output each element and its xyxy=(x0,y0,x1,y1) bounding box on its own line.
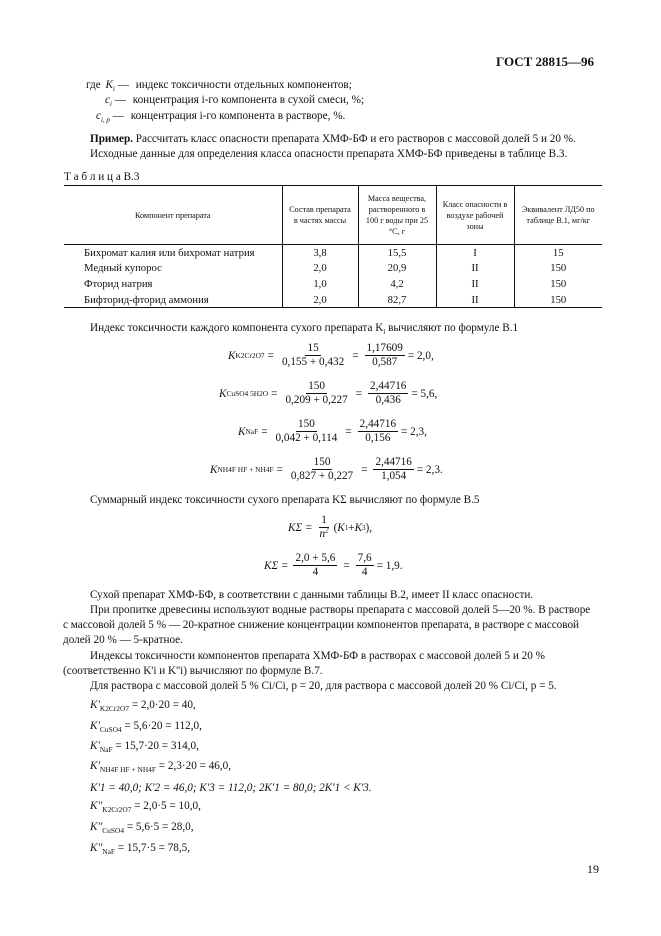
eq-symbol: K xyxy=(210,463,218,476)
paragraph-line: Индексы токсичности компонентов препарата ХМФ-БФ в растворах с массовой долей 5 и 20 % xyxy=(90,650,545,662)
table-cell: I xyxy=(436,245,514,261)
result-subscript: NaF xyxy=(99,745,113,755)
definition-symbol: K xyxy=(105,79,113,91)
equation-6: KΣ = $\frac{2,0 + 5,6}{4}$ = $\frac{7,6}{4}$ = 1,9. xyxy=(264,552,403,578)
eq-result: = 2,3. xyxy=(416,463,443,476)
result-line xyxy=(90,720,202,735)
table-cell: Медный купорос xyxy=(84,262,162,275)
result-symbol: K'' xyxy=(90,842,103,854)
denominator-exponent: 2 xyxy=(325,526,329,535)
table-header-cell: Эквивалент ЛД50 по таблице В.1, мг/кг xyxy=(514,186,602,245)
numerator: 1 xyxy=(321,514,327,526)
table-cell: 1,0 xyxy=(282,276,358,292)
result-text: = 15,7·20 = 314,0, xyxy=(112,740,199,752)
example-line-2: Исходные данные для определения класса опасности препарата ХМФ-БФ приведены в таблице В.3. xyxy=(90,148,568,160)
denominator-base: n xyxy=(319,528,326,540)
result-subscript: CuSO4 xyxy=(99,725,122,735)
denominator: 0,042 + 0,114 xyxy=(275,432,338,444)
table-header-cell: Компонент препарата xyxy=(64,186,282,245)
definition-item xyxy=(86,79,352,94)
paragraph-line: долей 20 % — 5-кратное. xyxy=(63,634,183,646)
denominator: 0,587 xyxy=(372,356,398,368)
table-cell: Фторид натрия xyxy=(84,277,153,290)
result-symbol: K' xyxy=(90,699,100,711)
fraction xyxy=(368,380,408,407)
fraction xyxy=(358,418,398,445)
equation-3: K NaF = $\frac{150}{0,042 + 0,114}$ = $\frac{2,44716}{0,156}$ = 2,3, xyxy=(238,418,427,444)
result-text: = 2,3·20 = 46,0, xyxy=(155,760,232,772)
numerator: 2,44716 xyxy=(370,380,407,392)
definition-item xyxy=(105,94,365,109)
numerator: 15 xyxy=(307,342,319,354)
denominator: 0,209 + 0,227 xyxy=(285,394,348,406)
numerator: 150 xyxy=(313,456,331,468)
result-line xyxy=(90,800,201,815)
table-cell: 2,0 xyxy=(282,261,358,277)
paragraph-line: с массовой долей 5 % — 20-кратное снижение концентрации компонентов препарата, в растворе с массовой xyxy=(63,619,580,631)
definition-dash: — xyxy=(112,110,124,122)
table-cell: 15,5 xyxy=(358,245,436,261)
result-symbol: K' xyxy=(90,760,100,772)
definition-subscript: i xyxy=(109,100,112,109)
fraction xyxy=(293,552,337,579)
fraction xyxy=(317,514,330,541)
table-caption: Т а б л и ц а В.3 xyxy=(64,171,140,183)
eq-symbol: K xyxy=(238,425,246,438)
eq-lhs: KΣ = xyxy=(264,559,289,572)
example-text: Рассчитать класс опасности препарата ХМФ-БФ и его растворов с массовой долей 5 и 20 %. xyxy=(135,133,576,145)
eq-symbol: K xyxy=(337,521,345,534)
definition-dash: — xyxy=(117,79,129,91)
fraction xyxy=(365,342,405,369)
table-cell: Бифторид-фторид аммония xyxy=(64,292,282,308)
numerator: 2,44716 xyxy=(359,418,397,430)
table-row xyxy=(64,292,602,308)
denominator: 4 xyxy=(312,566,319,578)
eq-lhs: KΣ = xyxy=(288,521,313,534)
fraction xyxy=(289,456,355,483)
eq-symbol: K xyxy=(354,521,363,534)
formula-intro-text xyxy=(90,322,519,337)
eq-result: = 2,0, xyxy=(407,349,434,362)
intro-subscript: i xyxy=(383,328,386,337)
components-table xyxy=(64,185,602,308)
definition-text: индекс токсичности отдельных компонентов; xyxy=(135,79,352,91)
eq-operator: + xyxy=(348,521,355,534)
equation-2: K CuSO4 5H2O = $\frac{150}{0,209 + 0,227}$ = $\frac{2,44716}{0,436}$ = 5,6, xyxy=(219,380,438,406)
example-label: Пример. xyxy=(90,133,133,145)
result-comparison: K'1 = 40,0; K'2 = 46,0; K'3 = 112,0; 2K'1 = 80,0; 2K'1 < K'3. xyxy=(90,782,372,794)
document-id: ГОСТ 28815—96 xyxy=(496,54,595,69)
numerator: 150 xyxy=(298,418,315,430)
table-cell: 3,8 xyxy=(282,245,358,261)
fraction xyxy=(373,456,413,483)
definition-subscript: i xyxy=(112,85,115,94)
table-cell: 2,0 xyxy=(282,292,358,308)
definition-subscript: i, p xyxy=(100,116,110,125)
result-text: = 2,0·5 = 10,0, xyxy=(131,800,201,812)
denominator: 4 xyxy=(361,566,368,578)
denominator: 0,827 + 0,227 xyxy=(290,470,354,482)
definition-prefix: где xyxy=(86,79,101,91)
equation-5: KΣ = $\frac{1}{n^2}$ ( K 1 + K 3 ), xyxy=(288,514,373,540)
paragraph-line: При пропитке древесины используют водные растворы препарата с массовой долей 5—20 %. В растворе xyxy=(90,604,591,616)
definition-text: концентрация i-го компонента в сухой смеси, %; xyxy=(132,94,365,106)
table-header-row xyxy=(64,186,602,245)
table-row xyxy=(64,276,602,292)
result-subscript: NaF xyxy=(102,847,115,857)
result-line xyxy=(90,699,196,714)
result-line xyxy=(90,821,194,836)
fraction xyxy=(356,552,374,579)
result-text: = 2,0·20 = 40, xyxy=(129,699,196,711)
definition-symbol: c xyxy=(105,94,110,106)
result-symbol: K'' xyxy=(90,800,103,812)
paragraph-line: Для раствора с массовой долей 5 % Ci/Ci, р = 20, для раствора с массовой долей 20 % Ci/Ci, р = 5. xyxy=(90,680,557,692)
result-text: = 5,6·20 = 112,0, xyxy=(121,720,202,732)
paragraph-line: (соответственно K'i и K''i) вычисляют по формуле В.7. xyxy=(63,665,323,677)
intro-text-end: вычисляют по формуле В.1 xyxy=(385,322,519,334)
eq-symbol: K xyxy=(219,387,227,400)
result-text: = 5,6·5 = 28,0, xyxy=(124,821,194,833)
eq-symbol: K xyxy=(228,349,236,362)
table-cell: 150 xyxy=(514,276,602,292)
table-cell: 15 xyxy=(514,245,602,261)
denominator: 0,436 xyxy=(375,394,401,406)
result-subscript: K2Cr2O7 xyxy=(102,805,132,815)
fraction xyxy=(274,418,340,445)
denominator: 1,054 xyxy=(381,470,407,482)
table-cell: 82,7 xyxy=(358,292,436,308)
table-row xyxy=(64,245,602,261)
result-subscript: NH4F HF + NH4F xyxy=(99,765,156,775)
definition-text: концентрация i-го компонента в растворе, %. xyxy=(130,110,346,122)
equation-1: K K2Cr2O7 = $\frac{15}{0,155 + 0,432}$ = $\frac{1,17609}{0,587}$ = 2,0, xyxy=(228,342,434,368)
table-cell: II xyxy=(436,292,514,308)
denominator xyxy=(317,528,330,541)
equation-4: K NH4F HF + NH4F = $\frac{150}{0,827 + 0,227}$ = $\frac{2,44716}{1,054}$ = 2,3. xyxy=(210,456,443,482)
denominator: 0,155 + 0,432 xyxy=(281,356,345,368)
table-cell: Бихромат калия или бихромат натрия xyxy=(84,246,255,259)
fraction xyxy=(283,380,349,407)
definition-dash: — xyxy=(114,94,126,106)
definition-symbol: c xyxy=(96,110,101,122)
fraction xyxy=(280,342,346,369)
result-subscript: CuSO4 xyxy=(102,826,125,836)
table-header-cell: Состав препарата в частях массы xyxy=(282,186,358,245)
numerator: 150 xyxy=(308,380,325,392)
result-subscript: K2Cr2O7 xyxy=(99,704,130,714)
numerator: 1,17609 xyxy=(366,342,403,354)
result-symbol: K' xyxy=(90,720,100,732)
table-header-cell: Класс опасности в воздухе рабочей зоны xyxy=(436,186,514,245)
numerator: 2,44716 xyxy=(375,456,412,468)
definition-item xyxy=(96,110,346,125)
eq-result: = 2,3, xyxy=(401,425,427,438)
result-text: = 15,7·5 = 78,5, xyxy=(114,842,191,854)
result-line xyxy=(90,842,191,857)
intro-text: Индекс токсичности каждого компонента сухого препарата K xyxy=(90,322,384,334)
example-line-1 xyxy=(90,133,576,145)
denominator: 0,156 xyxy=(365,432,391,444)
page-number: 19 xyxy=(587,862,599,876)
eq-result: = 5,6, xyxy=(411,387,438,400)
table-header-cell: Масса вещества, растворенного в 100 г воды при 25 °С, г xyxy=(358,186,436,245)
table-cell: II xyxy=(436,276,514,292)
numerator: 2,0 + 5,6 xyxy=(295,552,336,564)
table-cell: II xyxy=(436,261,514,277)
result-symbol: K' xyxy=(90,740,100,752)
table-cell: 150 xyxy=(514,261,602,277)
sum-index-text: Суммарный индекс токсичности сухого препарата KΣ вычисляют по формуле В.5 xyxy=(90,494,480,506)
numerator: 7,6 xyxy=(357,552,372,564)
eq-result: = 1,9. xyxy=(376,559,403,572)
table-cell: 20,9 xyxy=(358,261,436,277)
table-cell: 150 xyxy=(514,292,602,308)
result-symbol: K'' xyxy=(90,821,103,833)
table-row xyxy=(64,261,602,277)
result-line xyxy=(90,760,232,775)
eq-tail: ), xyxy=(365,521,373,534)
table-cell: 4,2 xyxy=(358,276,436,292)
result-line xyxy=(90,740,199,755)
paragraph-line: Сухой препарат ХМФ-БФ, в соответствии с данными таблицы В.2, имеет II класс опасности. xyxy=(90,589,534,601)
